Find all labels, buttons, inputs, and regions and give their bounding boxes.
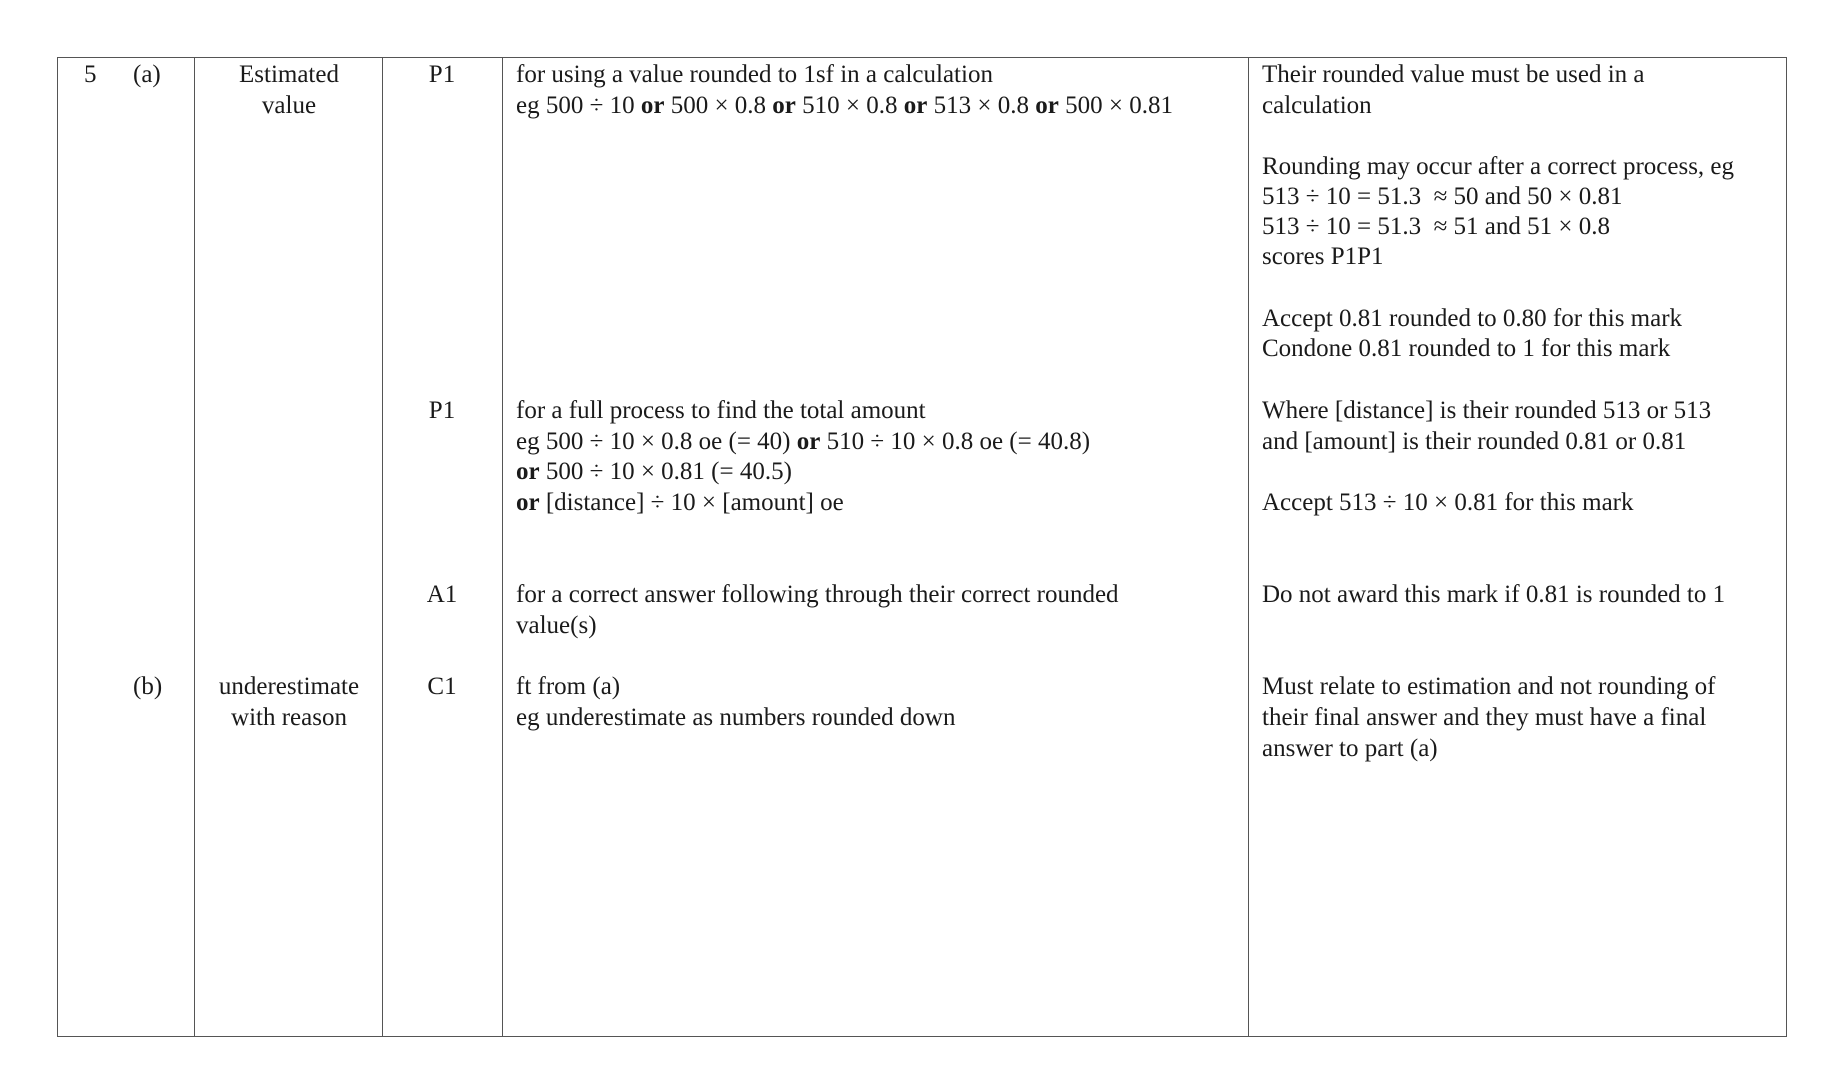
answer-a-line1: Estimated xyxy=(239,61,339,88)
method-p1-second-line3: or 500 ÷ 10 × 0.81 (= 40.5) xyxy=(516,458,792,485)
mark-code-a1: A1 xyxy=(426,581,458,608)
column-divider-answer xyxy=(194,57,195,1037)
method-c1-line1: ft from (a) xyxy=(516,673,621,700)
notes-a1-line1: Do not award this mark if 0.81 is rounded to 1 xyxy=(1262,581,1726,608)
mark-code-p1-second: P1 xyxy=(428,397,456,424)
mark-code-p1-first: P1 xyxy=(428,61,456,88)
notes-c1-line3: answer to part (a) xyxy=(1262,735,1438,762)
notes-p1-first-line7: Accept 0.81 rounded to 0.80 for this mark xyxy=(1262,305,1683,332)
method-p1-second-line4: or [distance] ÷ 10 × [amount] oe xyxy=(516,489,844,516)
notes-p1-second-line1: Where [distance] is their rounded 513 or 513 xyxy=(1262,397,1712,424)
notes-p1-second-line2: and [amount] is their rounded 0.81 or 0.81 xyxy=(1262,428,1687,455)
method-p1-first-line2: eg 500 ÷ 10 or 500 × 0.8 or 510 × 0.8 or 513 × 0.8 or 500 × 0.81 xyxy=(516,92,1173,119)
notes-p1-second-line3: Accept 513 ÷ 10 × 0.81 for this mark xyxy=(1262,489,1634,516)
answer-b-line2: with reason xyxy=(231,704,347,731)
notes-p1-first-line4: 513 ÷ 10 = 51.3 ≈ 50 and 50 × 0.81 xyxy=(1262,183,1623,210)
part-a-label: (a) xyxy=(133,61,161,88)
question-number: 5 xyxy=(84,61,97,88)
method-a1-line1: for a correct answer following through their correct rounded xyxy=(516,581,1119,608)
notes-p1-first-line8: Condone 0.81 rounded to 1 for this mark xyxy=(1262,335,1671,362)
mark-code-c1: C1 xyxy=(427,673,457,700)
answer-b-line1: underestimate xyxy=(218,673,360,700)
notes-p1-first-line3: Rounding may occur after a correct process, eg xyxy=(1262,153,1735,180)
notes-p1-first-line6: scores P1P1 xyxy=(1262,243,1384,270)
part-b-label: (b) xyxy=(133,673,163,700)
notes-p1-first-line1: Their rounded value must be used in a xyxy=(1262,61,1645,88)
notes-c1-line1: Must relate to estimation and not rounding of xyxy=(1262,673,1716,700)
notes-p1-first-line5: 513 ÷ 10 = 51.3 ≈ 51 and 51 × 0.8 xyxy=(1262,213,1610,240)
column-divider-mark xyxy=(382,57,383,1037)
column-divider-method xyxy=(502,57,503,1037)
answer-a-line2: value xyxy=(261,92,317,119)
method-p1-second-line1: for a full process to find the total amount xyxy=(516,397,926,424)
notes-c1-line2: their final answer and they must have a final xyxy=(1262,704,1707,731)
notes-p1-first-line2: calculation xyxy=(1262,92,1372,119)
column-divider-notes xyxy=(1248,57,1249,1037)
method-p1-first-line1: for using a value rounded to 1sf in a calculation xyxy=(516,61,993,88)
method-p1-second-line2: eg 500 ÷ 10 × 0.8 oe (= 40) or 510 ÷ 10 × 0.8 oe (= 40.8) xyxy=(516,428,1091,455)
method-a1-line2: value(s) xyxy=(516,612,597,639)
method-c1-line2: eg underestimate as numbers rounded down xyxy=(516,704,956,731)
